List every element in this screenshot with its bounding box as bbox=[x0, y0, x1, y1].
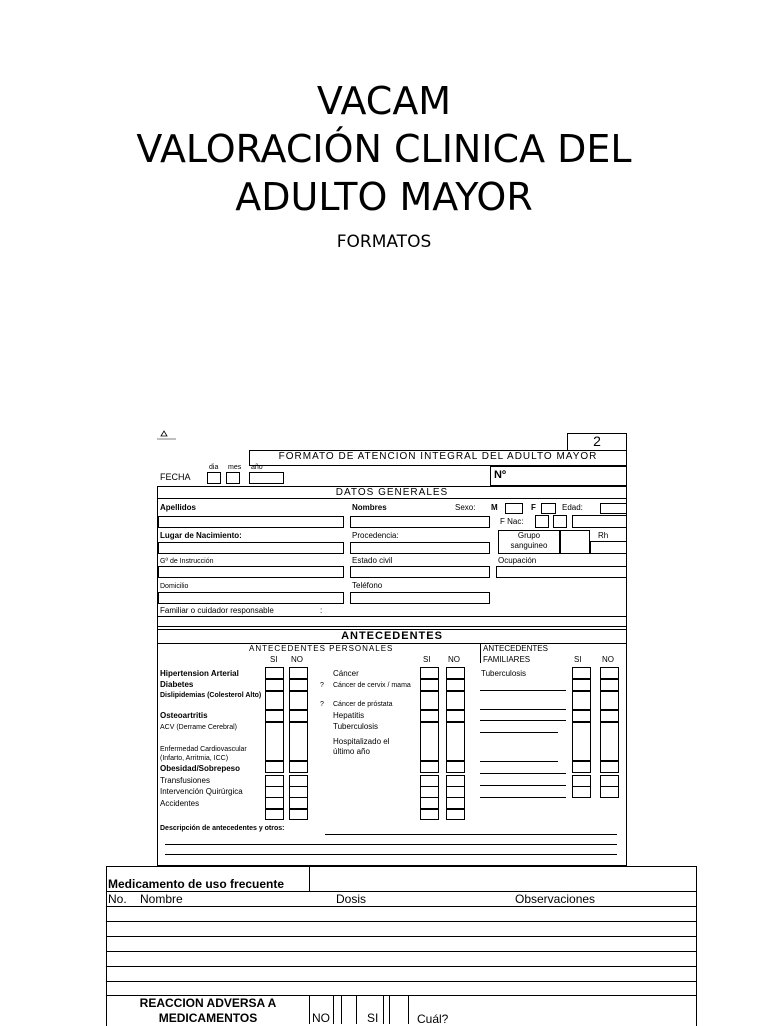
occupation-label: Ocupación bbox=[498, 556, 537, 565]
description-line[interactable] bbox=[165, 844, 617, 845]
yes-header: SI bbox=[423, 655, 431, 664]
col-name: Nombre bbox=[140, 892, 183, 906]
tuberculosis-label: Tuberculosis bbox=[333, 722, 379, 731]
surnames-label: Apellidos bbox=[160, 503, 197, 512]
no-header: NO bbox=[602, 655, 614, 664]
origin-label: Procedencia: bbox=[352, 531, 399, 540]
description-line[interactable] bbox=[325, 834, 617, 835]
birthplace-label: Lugar de Nacimiento: bbox=[160, 531, 242, 540]
description-label: Descripción de antecedentes y otros: bbox=[160, 825, 285, 832]
adverse-no-checkbox[interactable] bbox=[341, 995, 357, 1024]
antecedent-label: Accidentes bbox=[160, 799, 200, 808]
names-label: Nombres bbox=[352, 503, 387, 512]
yes-header: SI bbox=[270, 655, 278, 664]
col-dose: Dosis bbox=[336, 892, 367, 906]
age-label: Edad: bbox=[562, 503, 583, 512]
antecedent-label: ACV (Derrame Cerebral) bbox=[160, 724, 238, 731]
sex-male-label: M bbox=[491, 503, 498, 512]
phone-label: Teléfono bbox=[352, 581, 383, 590]
table-row[interactable] bbox=[106, 936, 697, 937]
sex-female-label: F bbox=[531, 503, 536, 512]
page-number: 2 bbox=[593, 433, 601, 449]
cover-title-line2: VALORACIÓN CLINICA DEL bbox=[136, 127, 632, 171]
form-title: FORMATO DE ATENCION INTEGRAL DEL ADULTO MAYOR bbox=[278, 451, 598, 462]
antecedent-label: Transfusiones bbox=[160, 776, 210, 785]
description-line[interactable] bbox=[165, 854, 617, 855]
general-section-title: DATOS GENERALES bbox=[335, 487, 449, 498]
question-mark: ? bbox=[320, 682, 324, 689]
adverse-label-line1: REACCION ADVERSA A bbox=[139, 996, 277, 1010]
caregiver-colon: : bbox=[320, 606, 323, 615]
civil-status-label: Estado civil bbox=[352, 556, 393, 565]
cover-title-line1: VACAM bbox=[316, 79, 452, 123]
date-month-label: mes bbox=[228, 464, 242, 471]
table-row[interactable] bbox=[106, 981, 697, 982]
table-row[interactable] bbox=[106, 966, 697, 967]
birth-date-label: F Nac: bbox=[500, 517, 524, 526]
number-label: Nº bbox=[494, 469, 506, 481]
family-antecedents-header-2: FAMILIARES bbox=[483, 655, 531, 664]
adverse-which-label: Cuál? bbox=[417, 1012, 449, 1026]
cover-title-line3: ADULTO MAYOR bbox=[235, 175, 533, 219]
divider bbox=[333, 995, 334, 1024]
divider bbox=[309, 866, 310, 892]
family-antecedents-header-1: ANTECEDENTES bbox=[483, 644, 548, 653]
date-day-label: dia bbox=[209, 464, 219, 471]
antecedent-label: Obesidad/Sobrepeso bbox=[160, 764, 241, 773]
prostate-cancer-label: Cáncer de próstata bbox=[333, 701, 393, 708]
rh-label: Rh bbox=[598, 531, 609, 540]
caregiver-label: Familiar o cuidador responsable bbox=[160, 606, 274, 615]
hepatitis-label: Hepatitis bbox=[333, 711, 365, 720]
antecedent-label: Osteoartritis bbox=[160, 711, 208, 720]
hospitalized-label: Hospitalizado el último año bbox=[333, 737, 390, 756]
cover-subtitle: FORMATOS bbox=[336, 232, 432, 252]
antecedent-label: Enfermedad Cardiovascular (Infarto, Arritmia, ICC) bbox=[160, 746, 247, 762]
question-mark: ? bbox=[320, 701, 324, 708]
cervix-cancer-label: Cáncer de cervix / mama bbox=[333, 682, 411, 689]
antecedent-label: Dislipidemias (Colesterol Alto) bbox=[160, 692, 262, 699]
table-row[interactable] bbox=[106, 921, 697, 922]
personal-antecedents-header: ANTECEDENTES PERSONALES bbox=[249, 644, 394, 653]
divider bbox=[309, 995, 310, 1024]
antecedent-label: Intervención Quirúrgica bbox=[160, 787, 243, 796]
antecedent-label: Hipertension Arterial bbox=[160, 669, 239, 678]
blood-group-label: Grupo sanguineo bbox=[510, 531, 548, 550]
adverse-no-label: NO bbox=[312, 1011, 330, 1025]
antecedents-section-title: ANTECEDENTES bbox=[341, 630, 443, 642]
sex-label: Sexo: bbox=[455, 503, 476, 512]
divider bbox=[383, 995, 384, 1024]
table-row[interactable] bbox=[106, 951, 697, 952]
date-label: FECHA bbox=[160, 472, 191, 482]
date-year-label: año bbox=[251, 464, 263, 471]
col-no: No. bbox=[108, 892, 127, 906]
col-observations: Observaciones bbox=[515, 892, 596, 906]
adverse-label-line2: MEDICAMENTOS bbox=[158, 1011, 258, 1025]
address-label: Domicilio bbox=[160, 583, 189, 590]
adverse-yes-label: SI bbox=[367, 1011, 379, 1025]
antecedent-label: Diabetes bbox=[160, 680, 194, 689]
education-label: Gº de Instrucción bbox=[160, 558, 214, 565]
no-header: NO bbox=[291, 655, 303, 664]
table-row[interactable] bbox=[106, 906, 697, 907]
adverse-yes-checkbox[interactable] bbox=[389, 995, 409, 1024]
medication-header: Medicamento de uso frecuente bbox=[108, 877, 285, 891]
no-header: NO bbox=[448, 655, 460, 664]
cancer-label: Cáncer bbox=[333, 669, 359, 678]
divider bbox=[106, 891, 697, 892]
yes-header: SI bbox=[574, 655, 582, 664]
family-tuberculosis-label: Tuberculosis bbox=[481, 669, 527, 678]
